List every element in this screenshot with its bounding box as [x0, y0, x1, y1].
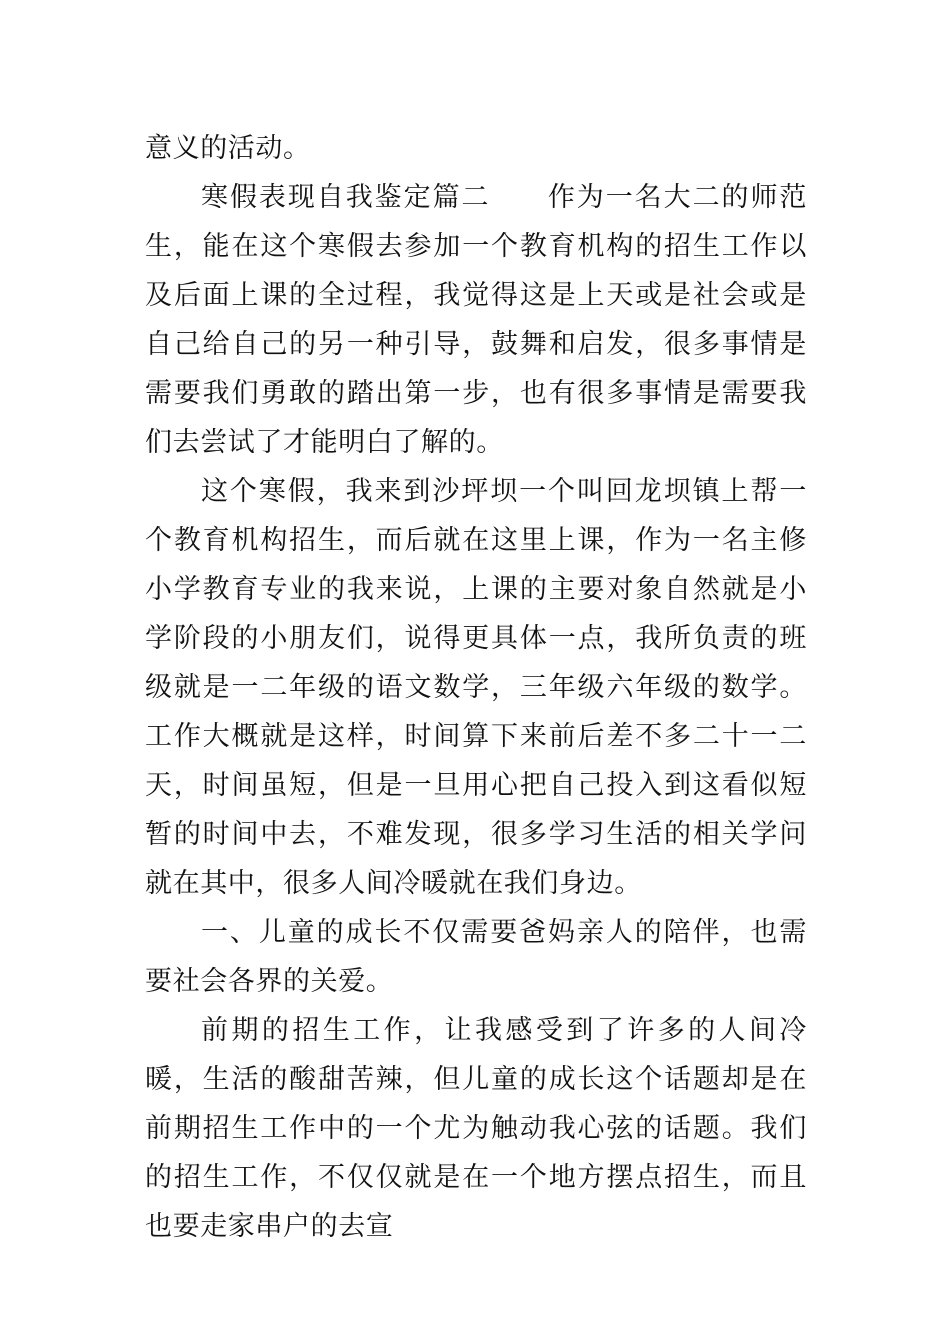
paragraph-2 [145, 173, 807, 467]
paragraph-3: 这个寒假，我来到沙坪坝一个叫回龙坝镇上帮一个教育机构招生，而后就在这里上课，作为一名主修小学教育专业的我来说，上课的主要对象自然就是小学阶段的小朋友们，说得更具体一点，我所负责的班级就是一二年级的语文数学，三年级六年级的数学。工作大概就是这样，时间算下来前后差不多二十一二天，时间虽短，但是一旦用心把自己投入到这看似短暂的时间中去，不难发现，很多学习生活的相关学问就在其中，很多人间冷暖就在我们身边。 [145, 476, 807, 899]
paragraph-2-text: 作为一名大二的师范生，能在这个寒假去参加一个教育机构的招生工作以及后面上课的全过程，我觉得这是上天或是社会或是自己给自己的另一种引导，鼓舞和启发，很多事情是需要我们勇敢的踏出第一步，也有很多事情是需要我们去尝试了才能明白了解的。 [145, 182, 808, 458]
paragraph-4: 一、儿童的成长不仅需要爸妈亲人的陪伴，也需要社会各界的关爱。 [145, 917, 807, 997]
paragraph-1: 意义的活动。 [145, 133, 311, 164]
paragraph-5: 前期的招生工作，让我感受到了许多的人间冷暖，生活的酸甜苦辣，但儿童的成长这个话题却是在前期招生工作中的一个尤为触动我心弦的话题。我们的招生工作，不仅仅就是在一个地方摆点招生，而且也要走家串户的去宣 [145, 1015, 807, 1242]
section-heading: 寒假表现自我鉴定篇二 [201, 182, 491, 213]
document-body [145, 124, 807, 1251]
